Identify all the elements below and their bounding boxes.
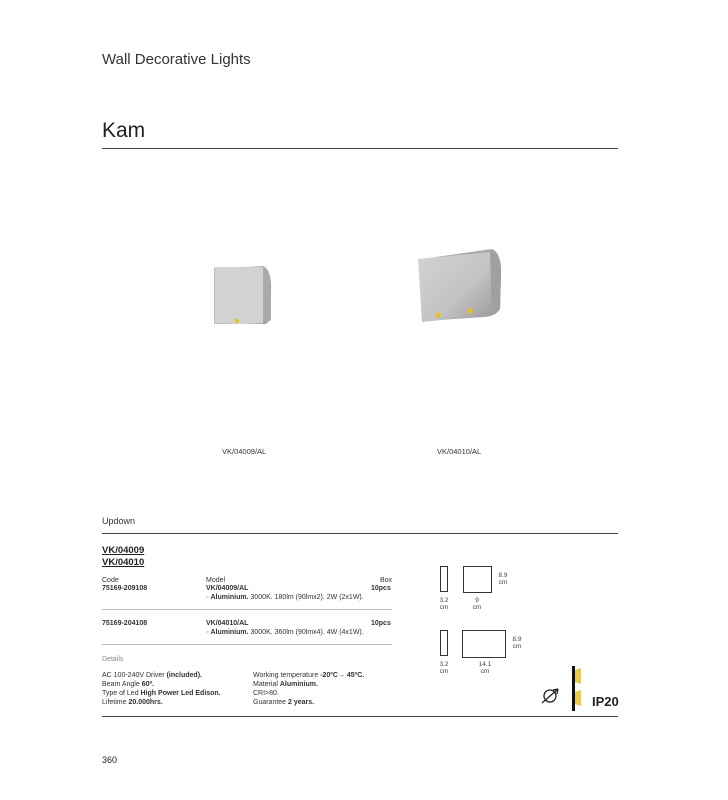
- detail-guarantee: Guarantee 2 years.: [253, 699, 315, 706]
- product-image-small: [205, 262, 275, 328]
- dim-large-front-view: [462, 630, 506, 658]
- dim-large-depth: 3.2 cm: [439, 661, 449, 675]
- detail-driver: AC 100-240V Driver (included).: [102, 672, 202, 679]
- row2-model: VK/04010/AL: [206, 620, 249, 627]
- box-header: Box: [380, 577, 393, 584]
- dim-small-front-view: [463, 566, 492, 593]
- dim-large-height: 8.9 cm: [512, 636, 522, 650]
- no-dimmer-icon: [539, 686, 561, 706]
- category-title: Wall Decorative Lights: [102, 51, 251, 68]
- header-divider: [102, 148, 618, 149]
- row-divider: [102, 609, 392, 610]
- row2-code: 75169-204108: [102, 620, 148, 627]
- detail-beam-angle: Beam Angle 60º.: [102, 681, 154, 688]
- page-number: 360: [102, 755, 118, 765]
- updown-light-icon: [566, 666, 582, 711]
- product-caption-small: VK/04009/AL: [222, 447, 267, 456]
- detail-material: Material Aluminium.: [253, 681, 318, 688]
- ip-rating: IP20: [592, 694, 619, 709]
- dim-small-depth: 3.2 cm: [439, 597, 449, 611]
- dim-small-width: 9 cm: [472, 597, 482, 611]
- row1-spec: ▫ Aluminium. 3000K. 180lm (90lmx2). 2W (2x1W).: [206, 594, 364, 601]
- dim-small-side-view: [440, 566, 448, 592]
- detail-working-temp: Working temperature -20ºC→ 45ºC.: [253, 672, 365, 679]
- model-link-vk04010[interactable]: VK/04010: [102, 557, 145, 568]
- row1-box: 10pcs: [371, 585, 391, 592]
- row1-code: 75169-209108: [102, 585, 148, 592]
- bullet-icon: ▫: [206, 594, 211, 601]
- detail-lifetime: Lifetime 20.000hrs.: [102, 699, 163, 706]
- detail-led-type: Type of Led High Power Led Edison.: [102, 690, 221, 697]
- product-family-title: Kam: [102, 119, 146, 142]
- section-name: Updown: [102, 516, 136, 526]
- model-header: Model: [206, 577, 226, 584]
- code-header: Code: [102, 577, 119, 584]
- row2-spec: ▫ Aluminium. 3000K. 360lm (90lmx4). 4W (4x1W).: [206, 629, 364, 636]
- section-divider: [102, 533, 618, 534]
- product-image-large: [410, 245, 510, 325]
- detail-cri: CRI>80.: [253, 690, 279, 697]
- table-bottom-divider: [102, 644, 392, 645]
- details-label: Details: [102, 656, 124, 663]
- row1-model: VK/04009/AL: [206, 585, 249, 592]
- dim-large-side-view: [440, 630, 448, 656]
- bullet-icon: ▫: [206, 629, 211, 636]
- details-right-list: [253, 671, 364, 707]
- model-link-vk04009[interactable]: VK/04009: [102, 545, 145, 556]
- details-left-list: [102, 671, 221, 707]
- bottom-divider: [102, 716, 618, 717]
- row2-box: 10pcs: [371, 620, 391, 627]
- dim-small-height: 8.9 cm: [498, 572, 508, 586]
- dim-large-width: 14.1 cm: [478, 661, 492, 675]
- product-caption-large: VK/04010/AL: [437, 447, 482, 456]
